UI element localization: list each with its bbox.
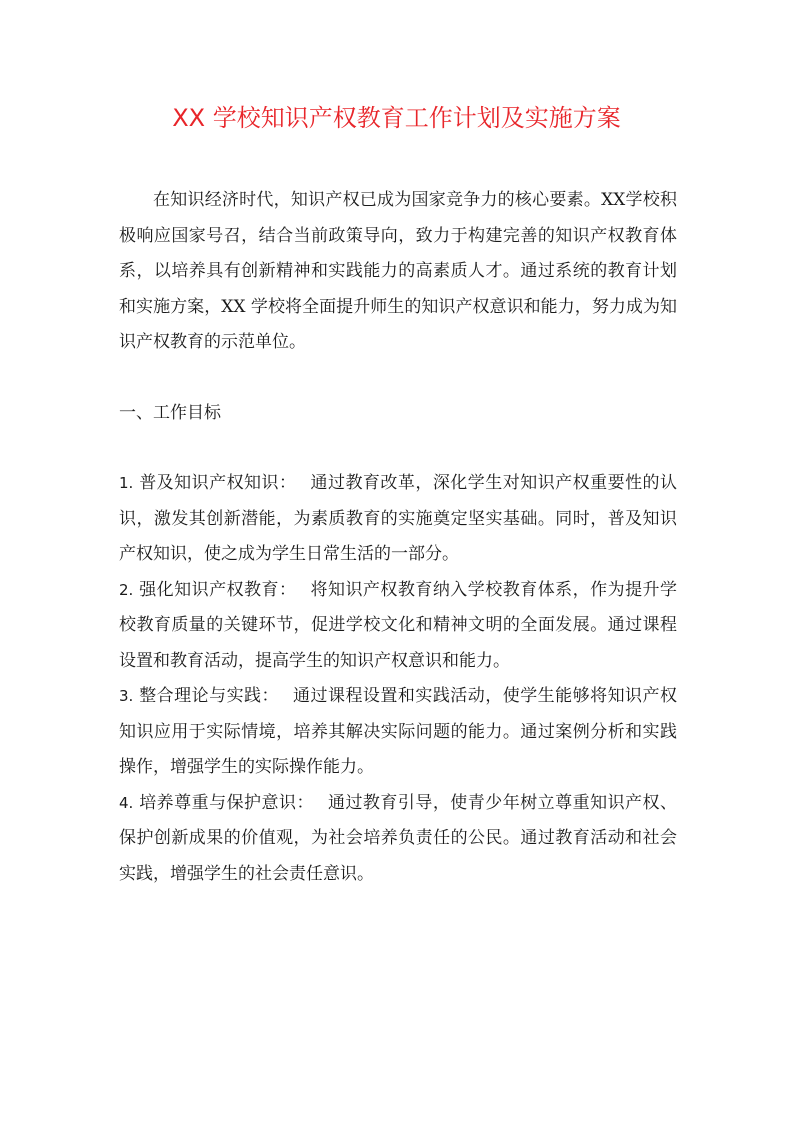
goal-item — [119, 786, 677, 893]
goal-lead: 强化知识产权教育： — [139, 579, 297, 600]
goal-item — [119, 466, 677, 573]
document-body — [119, 183, 677, 892]
goal-body: 通过课程设置和实践活动，使学生能够将知识产权知识应用于实际情境，培养其解决实际问题的能力。通过案例分析和实践操作，增强学生的实际操作能力。 — [119, 686, 678, 777]
goals-list — [119, 466, 677, 892]
goal-body: 通过教育引导，使青少年树立尊重知识产权、保护创新成果的价值观，为社会培养负责任的公民。通过教育活动和社会实践，增强学生的社会责任意识。 — [119, 792, 678, 884]
intro-paragraph: 在知识经济时代，知识产权已成为国家竞争力的核心要素。XX学校积极响应国家号召，结合当前政策导向，致力于构建完善的知识产权教育体系，以培养具有创新精神和实践能力的高素质人才。通过系统的教育计划和实施方案，XX 学校将全面提升师生的知识产权意识和能力，努力成为知识产权教育的示范单位。 — [119, 190, 677, 352]
goal-number: 2. — [119, 580, 134, 599]
goal-lead: 整合理论与实践： — [139, 686, 280, 706]
goal-body: 将知识产权教育纳入学校教育体系，作为提升学校教育质量的关键环节，促进学校文化和精神文明的全面发展。通过课程设置和教育活动，提高学生的知识产权意识和能力。 — [119, 579, 678, 671]
goal-number: 1. — [119, 474, 134, 492]
goal-lead: 培养尊重与保护意识： — [139, 792, 314, 813]
goal-number: 3. — [119, 687, 134, 705]
section-heading-goals: 一、工作目标 — [119, 402, 221, 423]
goal-item — [119, 573, 677, 680]
goal-number: 4. — [119, 793, 134, 812]
goal-item — [119, 679, 677, 786]
document-title: XX 学校知识产权教育工作计划及实施方案 — [172, 104, 621, 132]
goal-lead: 普及知识产权知识： — [139, 473, 297, 493]
goal-body: 通过教育改革，深化学生对知识产权重要性的认识，激发其创新潜能，为素质教育的实施奠定坚实基础。同时，普及知识产权知识，使之成为学生日常生活的一部分。 — [119, 473, 678, 564]
